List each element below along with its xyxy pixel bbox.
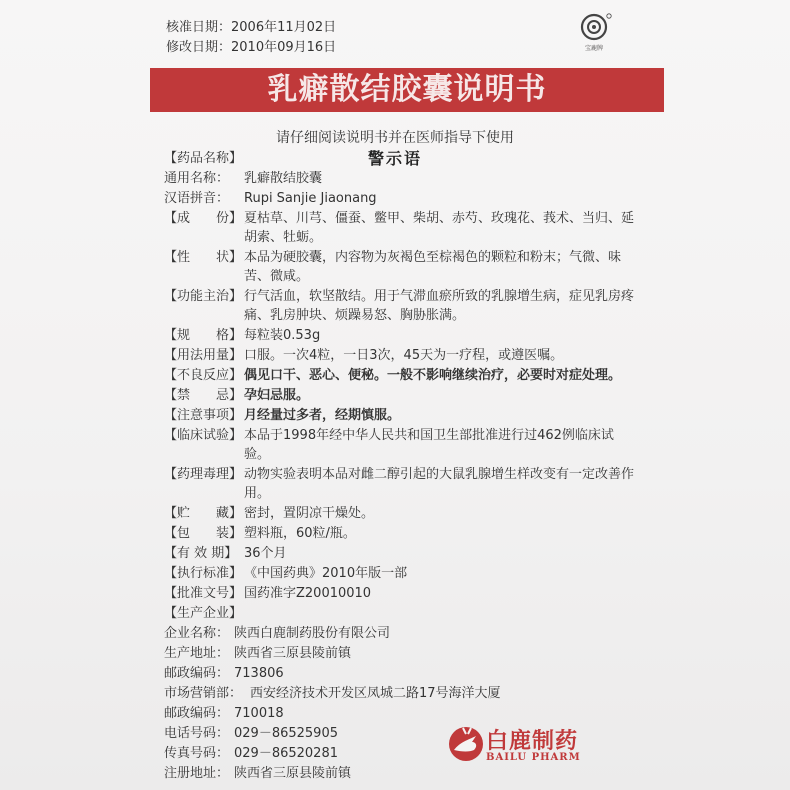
company-value: 713806 (234, 666, 284, 681)
company-value: 陕西省三原县陵前镇 (234, 646, 352, 661)
brand-name-cn: 白鹿制药 (486, 728, 579, 754)
approval-dates (166, 18, 336, 58)
section-row (164, 346, 634, 365)
section-label: 【批准文号】 (164, 586, 243, 601)
title-banner (150, 68, 664, 112)
company-label: 邮政编码： (164, 706, 230, 721)
company-label: 市场营销部： (164, 686, 243, 701)
section-value: 密封，置阴凉干燥处。 (244, 506, 375, 521)
section-value: 偶见口干、恶心、便秘。一般不影响继续治疗，必要时对症处理。 (244, 368, 622, 383)
section-row (164, 406, 634, 425)
section-row (164, 189, 634, 208)
company-row (164, 684, 634, 703)
section-row (164, 584, 634, 603)
company-value: 029－86525905 (234, 726, 338, 741)
section-value: Rupi Sanjie Jiaonang (244, 191, 377, 206)
section-label: 【禁 忌】 (164, 388, 243, 403)
section-row (164, 209, 634, 247)
section-row (164, 326, 634, 345)
section-value: 国药准字Z20010010 (244, 586, 372, 601)
company-label: 邮政编码： (164, 666, 230, 681)
section-row (164, 524, 634, 543)
company-row (164, 644, 634, 663)
section-row (164, 386, 634, 405)
section-row (164, 149, 634, 168)
brand-name-en: BAILU PHARM (486, 752, 581, 763)
section-row (164, 604, 634, 623)
section-label: 【有 效 期】 (164, 546, 238, 561)
section-label: 【执行标准】 (164, 566, 243, 581)
approve-date: 核准日期：2006年11月02日 (166, 20, 337, 35)
section-label: 【功能主治】 (164, 289, 243, 304)
company-value: 陕西白鹿制药股份有限公司 (234, 626, 391, 641)
section-row (164, 544, 634, 563)
company-value: 西安经济技术开发区凤城二路17号海洋大厦 (250, 686, 501, 701)
section-label: 【贮 藏】 (164, 506, 243, 521)
brand-seal-icon (578, 12, 614, 54)
section-value: 《中国药典》2010年版一部 (244, 566, 408, 581)
section-value: 动物实验表明本品对雌二醇引起的大鼠乳腺增生样改变有一定改善作用。 (244, 467, 635, 501)
section-label: 通用名称： (164, 171, 230, 186)
section-label: 【成 份】 (164, 211, 243, 226)
company-row (164, 664, 634, 683)
company-row (164, 704, 634, 723)
section-label: 【不良反应】 (164, 368, 243, 383)
company-value: 陕西省三原县陵前镇 (234, 766, 352, 781)
section-value: 本品为硬胶囊，内容物为灰褐色至棕褐色的颗粒和粉末；气微、味苦、微咸。 (244, 250, 622, 284)
section-label: 【性 状】 (164, 250, 243, 265)
document-title: 乳癖散结胶囊说明书 (267, 72, 547, 107)
section-label: 【注意事项】 (164, 408, 243, 423)
section-label: 汉语拼音： (164, 191, 230, 206)
section-value: 乳癖散结胶囊 (244, 171, 323, 186)
section-label: 【药理毒理】 (164, 467, 243, 482)
section-value: 口服。一次4粒，一日3次，45天为一疗程，或遵医嘱。 (244, 348, 564, 363)
section-label: 【生产企业】 (164, 606, 243, 621)
section-label: 【用法用量】 (164, 348, 243, 363)
section-value: 孕妇忌服。 (244, 388, 310, 403)
leaflet-content (164, 149, 634, 783)
section-value: 本品于1998年经中华人民共和国卫生部批准进行过462例临床试验。 (244, 428, 614, 462)
company-label: 传真号码： (164, 746, 230, 761)
section-label: 【规 格】 (164, 328, 243, 343)
company-row (164, 624, 634, 643)
section-row (164, 504, 634, 523)
section-row (164, 248, 634, 286)
sections-list (164, 149, 634, 623)
company-label: 生产地址： (164, 646, 230, 661)
section-value: 月经量过多者，经期慎服。 (244, 408, 401, 423)
company-value: 029－86520281 (234, 746, 338, 761)
section-row (164, 169, 634, 188)
company-label: 电话号码： (164, 726, 230, 741)
brand-seal-text: 宝鹿牌 (584, 45, 604, 52)
section-row (164, 465, 634, 503)
section-row (164, 564, 634, 583)
section-label: 【临床试验】 (164, 428, 243, 443)
section-value: 夏枯草、川芎、僵蚕、鳖甲、柴胡、赤芍、玫瑰花、莪术、当归、延胡索、牡蛎。 (244, 211, 635, 245)
section-row (164, 426, 634, 464)
section-value: 每粒装0.53g (244, 328, 321, 343)
section-row (164, 366, 634, 385)
section-value: 行气活血，软坚散结。用于气滞血瘀所致的乳腺增生病，症见乳房疼痛、乳房肿块、烦躁易怒、胸胁胀满。 (244, 289, 635, 323)
warning-heading: 警示语 (367, 149, 422, 168)
section-row (164, 287, 634, 325)
company-label: 企业名称： (164, 626, 230, 641)
section-value: 36个月 (244, 546, 287, 561)
company-label: 注册地址： (164, 766, 230, 781)
company-value: 710018 (234, 706, 284, 721)
read-notice: 请仔细阅读说明书并在医师指导下使用 (276, 130, 514, 146)
section-value: 塑料瓶，60粒/瓶。 (244, 526, 356, 541)
section-label: 【包 装】 (164, 526, 243, 541)
revise-date: 修改日期：2010年09月16日 (166, 40, 337, 55)
section-label: 【药品名称】 (164, 151, 243, 166)
